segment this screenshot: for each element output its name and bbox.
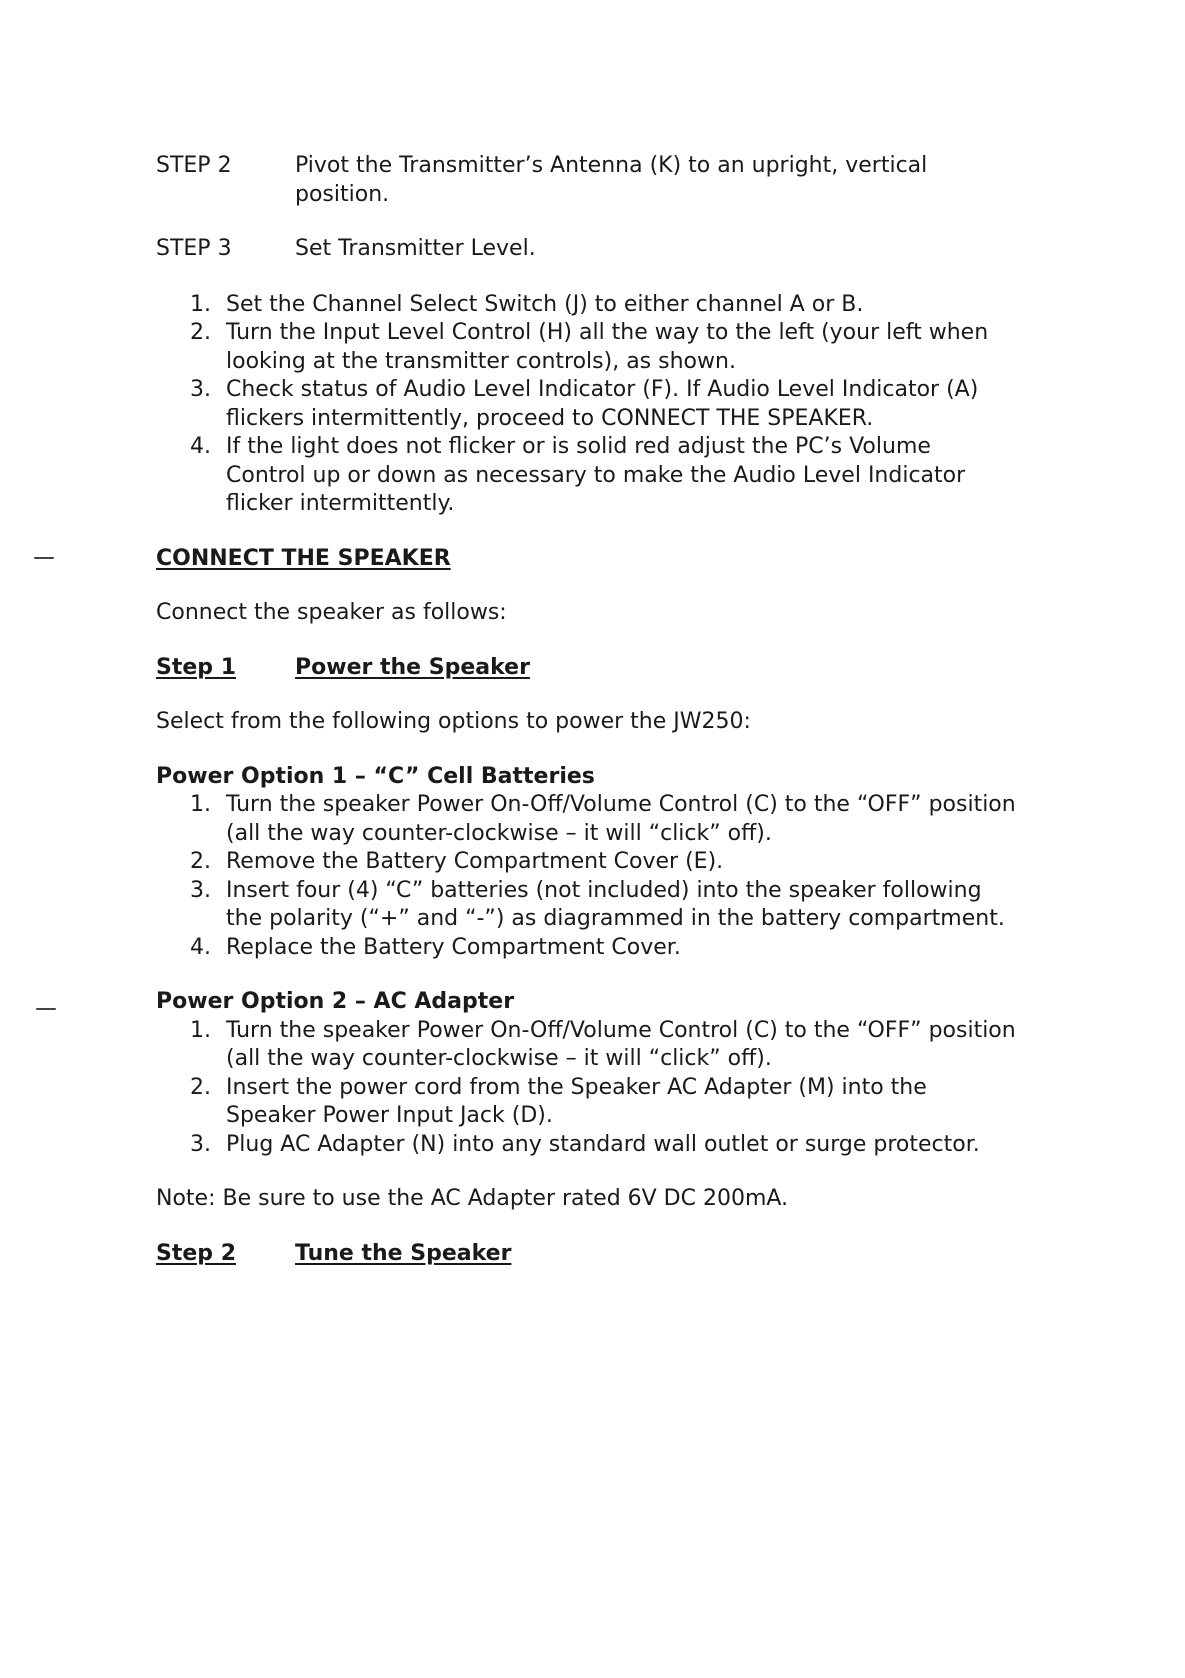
list-item <box>190 319 1016 376</box>
list-text: Turn the speaker Power On-Off/Volume Control (C) to the “OFF” position (all the way counter-clockwise – it will “click” off). <box>226 792 1016 846</box>
step-3-row <box>156 235 1016 264</box>
list-text: Turn the Input Level Control (H) all the way to the left (your left when looking at the transmitter controls), as shown. <box>226 320 989 374</box>
page-content <box>156 152 1016 1268</box>
step-label: STEP 2 <box>156 153 232 178</box>
list-item <box>190 791 1016 848</box>
step-2-heading <box>156 1240 1016 1269</box>
list-text: If the light does not flicker or is solid red adjust the PC’s Volume Control up or down as necessary to make the Audio Level Indicator flicker intermittently. <box>226 434 966 516</box>
list-number: 2. <box>190 849 211 874</box>
list-item <box>190 291 1016 320</box>
list-text: Check status of Audio Level Indicator (F). If Audio Level Indicator (A) flickers intermittently, proceed to CONNECT THE SPEAKER. <box>226 377 979 431</box>
list-number: 3. <box>190 1131 211 1157</box>
step-label: Step 1 <box>156 654 236 680</box>
list-number: 1. <box>190 291 211 317</box>
connect-speaker-heading: CONNECT THE SPEAKER <box>156 545 451 571</box>
list-text: Insert four (4) “C” batteries (not included) into the speaker following the polarity (“+” and “-”) as diagrammed in the battery compartment. <box>226 877 1005 931</box>
list-text: Set the Channel Select Switch (J) to either channel A or B. <box>226 291 864 317</box>
power-option-1-list <box>190 791 1016 962</box>
step-2-row <box>156 152 1016 209</box>
list-number: 1. <box>190 1017 211 1043</box>
step-title: Power the Speaker <box>295 654 530 680</box>
step-label: STEP 3 <box>156 236 232 261</box>
list-number: 2. <box>190 320 211 345</box>
list-number: 4. <box>190 934 211 960</box>
list-number: 2. <box>190 1074 211 1100</box>
list-item <box>190 877 1016 934</box>
list-item <box>190 934 1016 963</box>
connect-intro: Connect the speaker as follows: <box>156 600 507 625</box>
list-number: 1. <box>190 792 211 817</box>
list-item <box>190 433 1016 519</box>
list-item <box>190 376 1016 433</box>
list-item <box>190 1017 1016 1074</box>
list-text: Remove the Battery Compartment Cover (E). <box>226 849 724 874</box>
ac-adapter-note: Note: Be sure to use the AC Adapter rated 6V DC 200mA. <box>156 1186 789 1211</box>
list-number: 3. <box>190 877 211 903</box>
list-number: 3. <box>190 377 211 402</box>
step-title: Tune the Speaker <box>295 1240 512 1266</box>
list-item <box>190 1131 1016 1160</box>
step-text: Pivot the Transmitter’s Antenna (K) to an upright, vertical position. <box>295 153 928 207</box>
list-text: Replace the Battery Compartment Cover. <box>226 934 681 960</box>
list-text: Insert the power cord from the Speaker AC Adapter (M) into the Speaker Power Input Jack (D). <box>226 1074 927 1128</box>
list-item <box>190 848 1016 877</box>
select-options-text: Select from the following options to power the JW250: <box>156 709 751 734</box>
scan-mark <box>36 1008 56 1010</box>
step-1-heading <box>156 654 1016 683</box>
list-number: 4. <box>190 434 211 459</box>
power-option-1-heading: Power Option 1 – “C” Cell Batteries <box>156 763 595 789</box>
list-item <box>190 1074 1016 1131</box>
step-text: Set Transmitter Level. <box>295 236 536 261</box>
power-option-2-list <box>190 1017 1016 1160</box>
list-text: Turn the speaker Power On-Off/Volume Control (C) to the “OFF” position (all the way counter-clockwise – it will “click” off). <box>226 1017 1016 1071</box>
scan-mark <box>34 557 54 559</box>
transmitter-level-list <box>190 291 1016 519</box>
step-label: Step 2 <box>156 1240 236 1266</box>
list-text: Plug AC Adapter (N) into any standard wall outlet or surge protector. <box>226 1131 980 1157</box>
power-option-2-heading: Power Option 2 – AC Adapter <box>156 989 515 1014</box>
